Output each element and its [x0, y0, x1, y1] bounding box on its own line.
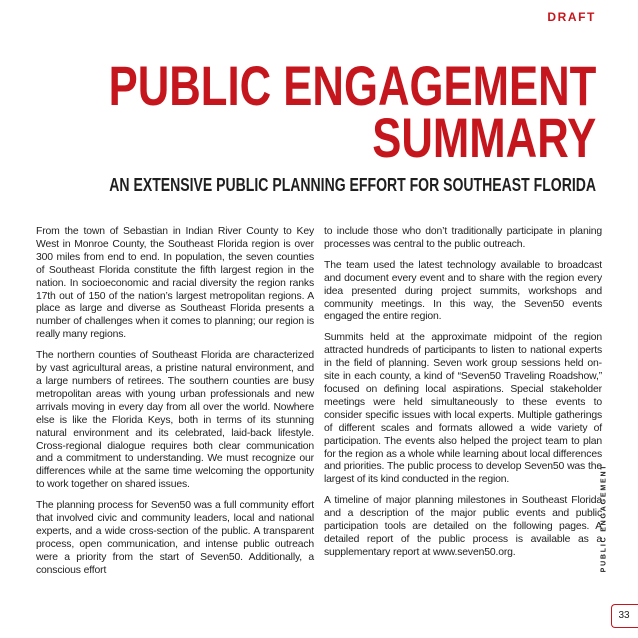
paragraph: The northern counties of Southeast Florida are characterized by vast agricultural areas, a pristine natural environment, and a large numbers of retirees. The southern counties are busy metropolitan areas with young urban professionals and new arrivals moving in every day from all over the world. Nowhere else is like the Florida Keys, both in terms of its stunning natural environment and its celebrated, laid-back lifestyle. Cross-regional dialogue requires both clear communication and a commitment to understanding. We must recognize our differences while at the same time welcoming the opportunity to work together on shared issues. [36, 350, 314, 491]
paragraph: to include those who don’t traditionally participate in planing processes was central to the public outreach. [324, 226, 602, 250]
paragraph: The team used the latest technology available to broadcast and document every event and to share with the region every idea presented during project summits, workshops and community meetings. In this way, the Seven50 events engaged the entire region. [324, 259, 602, 323]
page-title-line1: PUBLIC ENGAGEMENT [108, 54, 596, 117]
paragraph: Summits held at the approximate midpoint of the region attracted hundreds of participants to listen to national experts in the field of planning. Seven work group sessions held on-site in each county, a kind of “Seven50 Traveling Roadshow,” focused on defining local aspirations. Special stakeholder meetings were held simultaneously to these events to consider specific issues with local experts. Multiple gatherings of different scales and formats allowed a wide variety of participation. The events also helped the project team to plan for the region as a whole while learning about local differences and priorities. The public process to develop Seven50 was the largest of its kind conducted in the region. [324, 332, 602, 486]
paragraph: From the town of Sebastian in Indian River County to Key West in Monroe County, the Southeast Florida region is over 300 miles from end to end. In population, the seven counties of Southeast Florida constitute the fifth largest region in the nation. In socioeconomic and racial diversity the region ranks 17th out of 150 of the nation’s largest metropolitan regions. A place as large and diverse as Southeast Florida presents a number of challenges when it comes to planning; our region is really many regions. [36, 226, 314, 341]
left-column [36, 226, 314, 586]
draft-label: DRAFT [547, 10, 596, 24]
section-side-label [597, 440, 611, 595]
paragraph: The planning process for Seven50 was a full community effort that involved civic and community leaders, local and national experts, and a wide cross-section of the public. A transparent process, open communication, and intense public outreach were a priority from the start of Seven50. Additionally, a conscious effort [36, 500, 314, 576]
page-number: 33 [618, 610, 630, 621]
section-side-label-text: PUBLIC ENGAGEMENT [600, 463, 608, 572]
page-title-line2: SUMMARY [371, 106, 596, 169]
paragraph: A timeline of major planning milestones in Southeast Florida and a description of the major public events and public participation tools are detailed on the following pages. A detailed report of the public process is available as a supplementary report at www.seven50.org. [324, 495, 602, 558]
page-subtitle: AN EXTENSIVE PUBLIC PLANNING EFFORT FOR SOUTHEAST FLORIDA [109, 175, 596, 195]
right-column [324, 226, 602, 568]
